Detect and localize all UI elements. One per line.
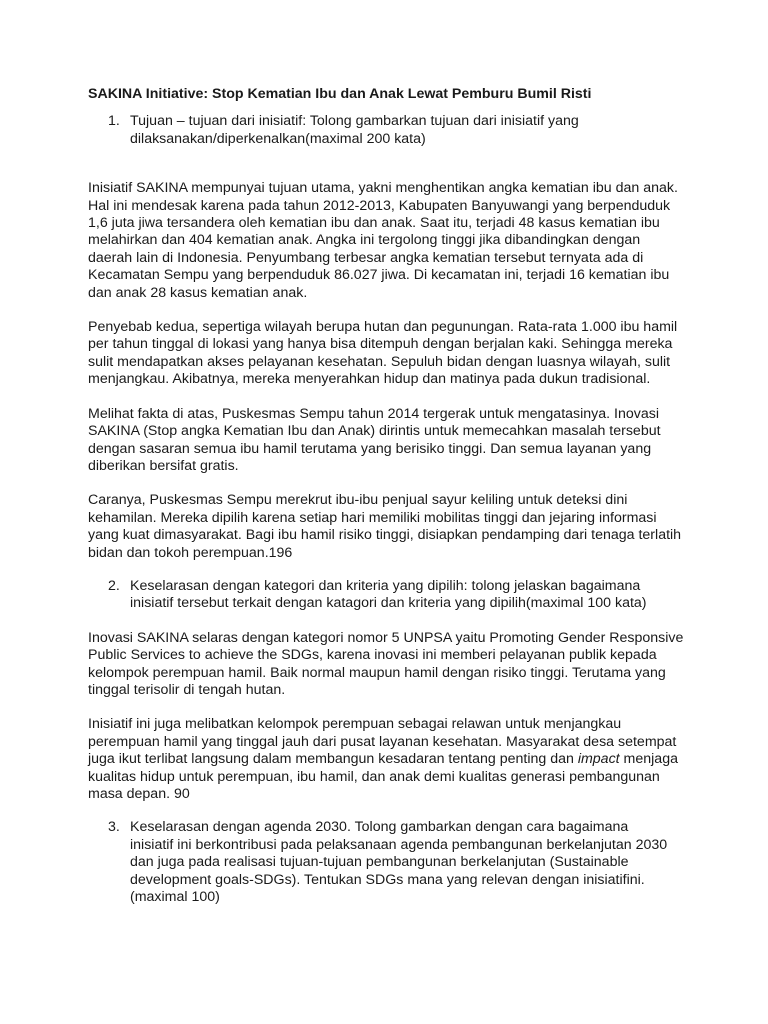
paragraph: Caranya, Puskesmas Sempu merekrut ibu-ibu penjual sayur keliling untuk deteksi dini kehamilan. Mereka dipilih karena setiap hari memiliki mobilitas tinggi dan jejaring informasi yang kuat dimasyarakat. Bagi ibu hamil risiko tinggi, disiapkan pendamping dari tenaga terlatih bidan dan tokoh perempuan.196 [88, 492, 682, 561]
italic-term: impact [577, 751, 620, 768]
paragraph: Inovasi SAKINA selaras dengan kategori nomor 5 UNPSA yaitu Promoting Gender Responsive Public Services to achieve the SDGs, karena inovasi ini memberi pelayanan publik kepada kelompok perempuan hamil. Baik normal maupun hamil dengan risiko tinggi. Terutama yang tinggal terisolir di tengah hutan. [88, 629, 684, 698]
paragraph: Melihat fakta di atas, Puskesmas Sempu tahun 2014 tergerak untuk mengatasinya. Inovasi SAKINA (Stop angka Kematian Ibu dan Anak) dirintis untuk memecahkan masalah tersebut dengan sasaran semua ibu hamil terutama yang berisiko tinggi. Dan semua layanan yang diberikan bersifat gratis. [88, 405, 661, 474]
question-number: 3. [108, 819, 120, 836]
question-text: Keselarasan dengan agenda 2030. Tolong gambarkan dengan cara bagaimana inisiatif ini berkontribusi pada pelaksanaan agenda pembangunan berkelanjutan 2030 dan juga pada realisasi tujuan-tujuan pembangunan berkelanjutan (Sustainable development goals-SDGs). Tentukan SDGs mana yang relevan dengan inisiatifini.(maximal 100) [130, 819, 668, 906]
question-1 [88, 113, 688, 148]
question-2 [88, 578, 688, 613]
paragraph [88, 716, 688, 803]
question-number: 2. [108, 577, 120, 594]
paragraph-text: Inisiatif ini juga melibatkan kelompok perempuan sebagai relawan untuk menjangkau perempuan hamil yang tinggal jauh dari pusat layanan kesehatan. Masyarakat desa setempat juga ikut terlibat langsung dalam membangun kesadaran tentang penting dan [88, 716, 677, 768]
paragraph: Inisiatif SAKINA mempunyai tujuan utama, yakni menghentikan angka kematian ibu dan anak. Hal ini mendesak karena pada tahun 2012-2013, Kabupaten Banyuwangi yang berpenduduk 1,6 juta jiwa tersandera oleh kematian ibu dan anak. Saat itu, terjadi 48 kasus kematian ibu melahirkan dan 404 kematian anak. Angka ini tergolong tinggi jika dibandingkan dengan daerah lain di Indonesia. Penyumbang terbesar angka kematian tersebut ternyata ada di Kecamatan Sempu yang berpenduduk 86.027 jiwa. Di kecamatan ini, terjadi 16 kematian ibu dan anak 28 kasus kematian anak. [88, 180, 678, 301]
document-title: SAKINA Initiative: Stop Kematian Ibu dan Anak Lewat Pemburu Bumil Risti [88, 86, 592, 102]
question-text: Keselarasan dengan kategori dan kriteria yang dipilih: tolong jelaskan bagaimana inisiatif tersebut terkait dengan katagori dan kriteria yang dipilih(maximal 100 kata) [130, 577, 647, 612]
question-number: 1. [108, 113, 120, 130]
question-text: Tujuan – tujuan dari inisiatif: Tolong gambarkan tujuan dari inisiatif yang dilaksanakan/diperkenalkan(maximal 200 kata) [130, 113, 579, 147]
document-body [88, 86, 688, 906]
paragraph: Penyebab kedua, sepertiga wilayah berupa hutan dan pegunungan. Rata-rata 1.000 ibu hamil per tahun tinggal di lokasi yang hanya bisa ditempuh dengan berjalan kaki. Sehingga mereka sulit mendapatkan akses pelayanan kesehatan. Sepuluh bidan dengan luasnya wilayah, sulit menjangkau. Akibatnya, mereka menyerahkan hidup dan matinya pada dukun tradisional. [88, 319, 678, 388]
question-3 [88, 819, 688, 906]
paragraph-text: menjaga kualitas hidup untuk perempuan, ibu hamil, dan anak demi kualitas generasi pembangunan masa depan. 90 [88, 751, 678, 802]
